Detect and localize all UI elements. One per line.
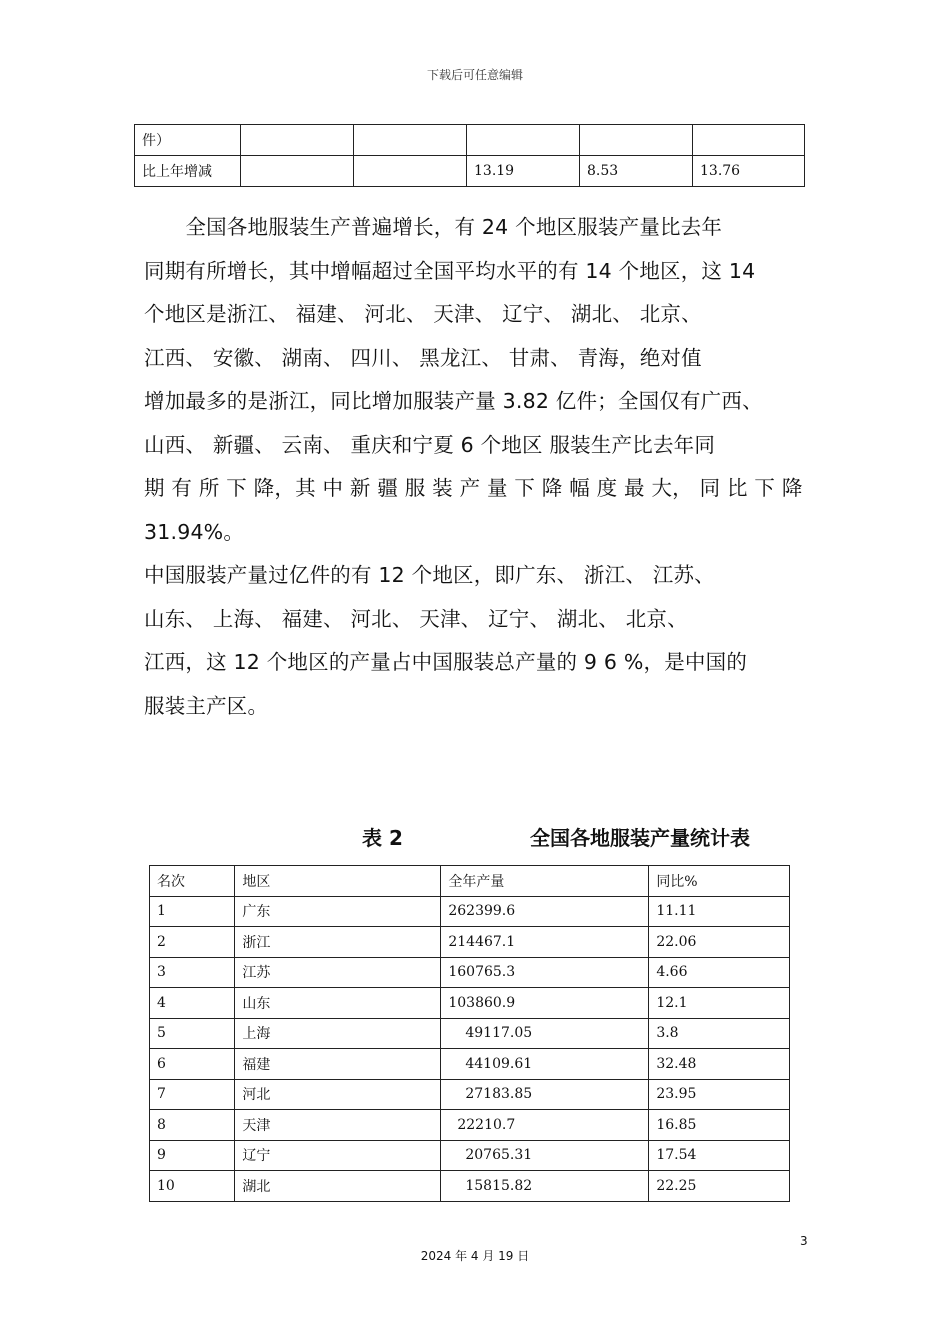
paragraph-major-regions	[144, 554, 814, 728]
table-cell: 13.19	[467, 156, 580, 187]
regional-production-table	[149, 865, 790, 1202]
rank-cell: 5	[150, 1018, 235, 1049]
yoy-cell: 22.06	[649, 927, 790, 958]
table-row	[150, 957, 790, 988]
rank-cell: 4	[150, 988, 235, 1019]
table-cell	[241, 156, 354, 187]
output-cell: 160765.3	[441, 957, 649, 988]
table-cell	[693, 125, 805, 156]
text-line: 服装主产区。	[144, 693, 269, 718]
region-cell: 广东	[235, 896, 441, 927]
text-line: 山东、 上海、 福建、 河北、 天津、 辽宁、 湖北、 北京、	[144, 606, 688, 631]
rank-cell: 1	[150, 896, 235, 927]
yoy-cell: 32.48	[649, 1049, 790, 1080]
table-cell: 8.53	[580, 156, 693, 187]
output-cell: 214467.1	[441, 927, 649, 958]
rank-cell: 9	[150, 1140, 235, 1171]
table-cell	[354, 125, 467, 156]
table-row	[135, 156, 805, 187]
table-cell: 比上年增减	[135, 156, 241, 187]
text-line: 期 有 所 下 降，其 中 新 疆 服 装 产 量 下 降 幅 度 最 大， 同 比 下 降	[144, 476, 803, 500]
table-row	[150, 927, 790, 958]
table-row	[150, 1079, 790, 1110]
rank-cell: 6	[150, 1049, 235, 1080]
table-cell	[241, 125, 354, 156]
yoy-cell: 11.11	[649, 896, 790, 927]
text-line: 江西，这 12 个地区的产量占中国服装总产量的 9 6 %，是中国的	[144, 650, 748, 674]
table-row	[150, 896, 790, 927]
output-cell: 27183.85	[441, 1079, 649, 1110]
region-cell: 天津	[235, 1110, 441, 1141]
text-line: 中国服装产量过亿件的有 12 个地区，即广东、 浙江、 江苏、	[144, 563, 715, 587]
region-cell: 辽宁	[235, 1140, 441, 1171]
table-row	[150, 1018, 790, 1049]
table-cell	[467, 125, 580, 156]
yoy-cell: 23.95	[649, 1079, 790, 1110]
paragraph-regional-growth	[144, 206, 814, 554]
text-line: 江西、 安徽、 湖南、 四川、 黑龙江、 甘肃、 青海，绝对值	[144, 345, 702, 370]
table-cell	[580, 125, 693, 156]
table-cell: 13.76	[693, 156, 805, 187]
table-caption-title: 全国各地服装产量统计表	[530, 826, 750, 850]
output-cell: 44109.61	[441, 1049, 649, 1080]
column-header: 名次	[150, 866, 235, 897]
yoy-cell: 4.66	[649, 957, 790, 988]
text-line: 全国各地服装生产普遍增长，有 24 个地区服装产量比去年	[144, 215, 723, 239]
text-line: 山西、 新疆、 云南、 重庆和宁夏 6 个地区 服装生产比去年同	[144, 432, 716, 457]
yoy-cell: 17.54	[649, 1140, 790, 1171]
rank-cell: 10	[150, 1171, 235, 1202]
column-header: 全年产量	[441, 866, 649, 897]
table-caption-number: 表 2	[362, 826, 403, 850]
text-line: 同期有所增长，其中增幅超过全国平均水平的有 14 个地区，这 14	[144, 258, 756, 283]
rank-cell: 8	[150, 1110, 235, 1141]
table-cell	[354, 156, 467, 187]
region-cell: 上海	[235, 1018, 441, 1049]
page-header: 下载后可任意编辑	[426, 68, 523, 82]
output-cell: 262399.6	[441, 896, 649, 927]
rank-cell: 7	[150, 1079, 235, 1110]
region-cell: 湖北	[235, 1171, 441, 1202]
table-row	[150, 1049, 790, 1080]
region-cell: 江苏	[235, 957, 441, 988]
table-row	[150, 988, 790, 1019]
table-row	[135, 125, 805, 156]
region-cell: 山东	[235, 988, 441, 1019]
text-line: 增加最多的是浙江，同比增加服装产量 3.82 亿件；全国仅有广西、	[144, 389, 763, 413]
region-cell: 浙江	[235, 927, 441, 958]
table-row	[150, 1110, 790, 1141]
region-cell: 河北	[235, 1079, 441, 1110]
column-header: 同比%	[649, 866, 790, 897]
output-cell: 22210.7	[441, 1110, 649, 1141]
rank-cell: 3	[150, 957, 235, 988]
page-number: 3	[800, 1234, 808, 1248]
rank-cell: 2	[150, 927, 235, 958]
table-row	[150, 1171, 790, 1202]
text-line: 个地区是浙江、 福建、 河北、 天津、 辽宁、 湖北、 北京、	[144, 302, 702, 326]
column-header: 地区	[235, 866, 441, 897]
table-header-row	[150, 866, 790, 897]
footer-date: 2024 年 4 月 19 日	[420, 1249, 530, 1263]
region-cell: 福建	[235, 1049, 441, 1080]
output-cell: 15815.82	[441, 1171, 649, 1202]
text-line: 31.94%。	[144, 519, 245, 544]
output-cell: 20765.31	[441, 1140, 649, 1171]
yoy-cell: 22.25	[649, 1171, 790, 1202]
production-table-fragment	[134, 124, 805, 187]
output-cell: 103860.9	[441, 988, 649, 1019]
yoy-cell: 3.8	[649, 1018, 790, 1049]
yoy-cell: 12.1	[649, 988, 790, 1019]
table-cell: 件）	[135, 125, 241, 156]
table-row	[150, 1140, 790, 1171]
output-cell: 49117.05	[441, 1018, 649, 1049]
yoy-cell: 16.85	[649, 1110, 790, 1141]
